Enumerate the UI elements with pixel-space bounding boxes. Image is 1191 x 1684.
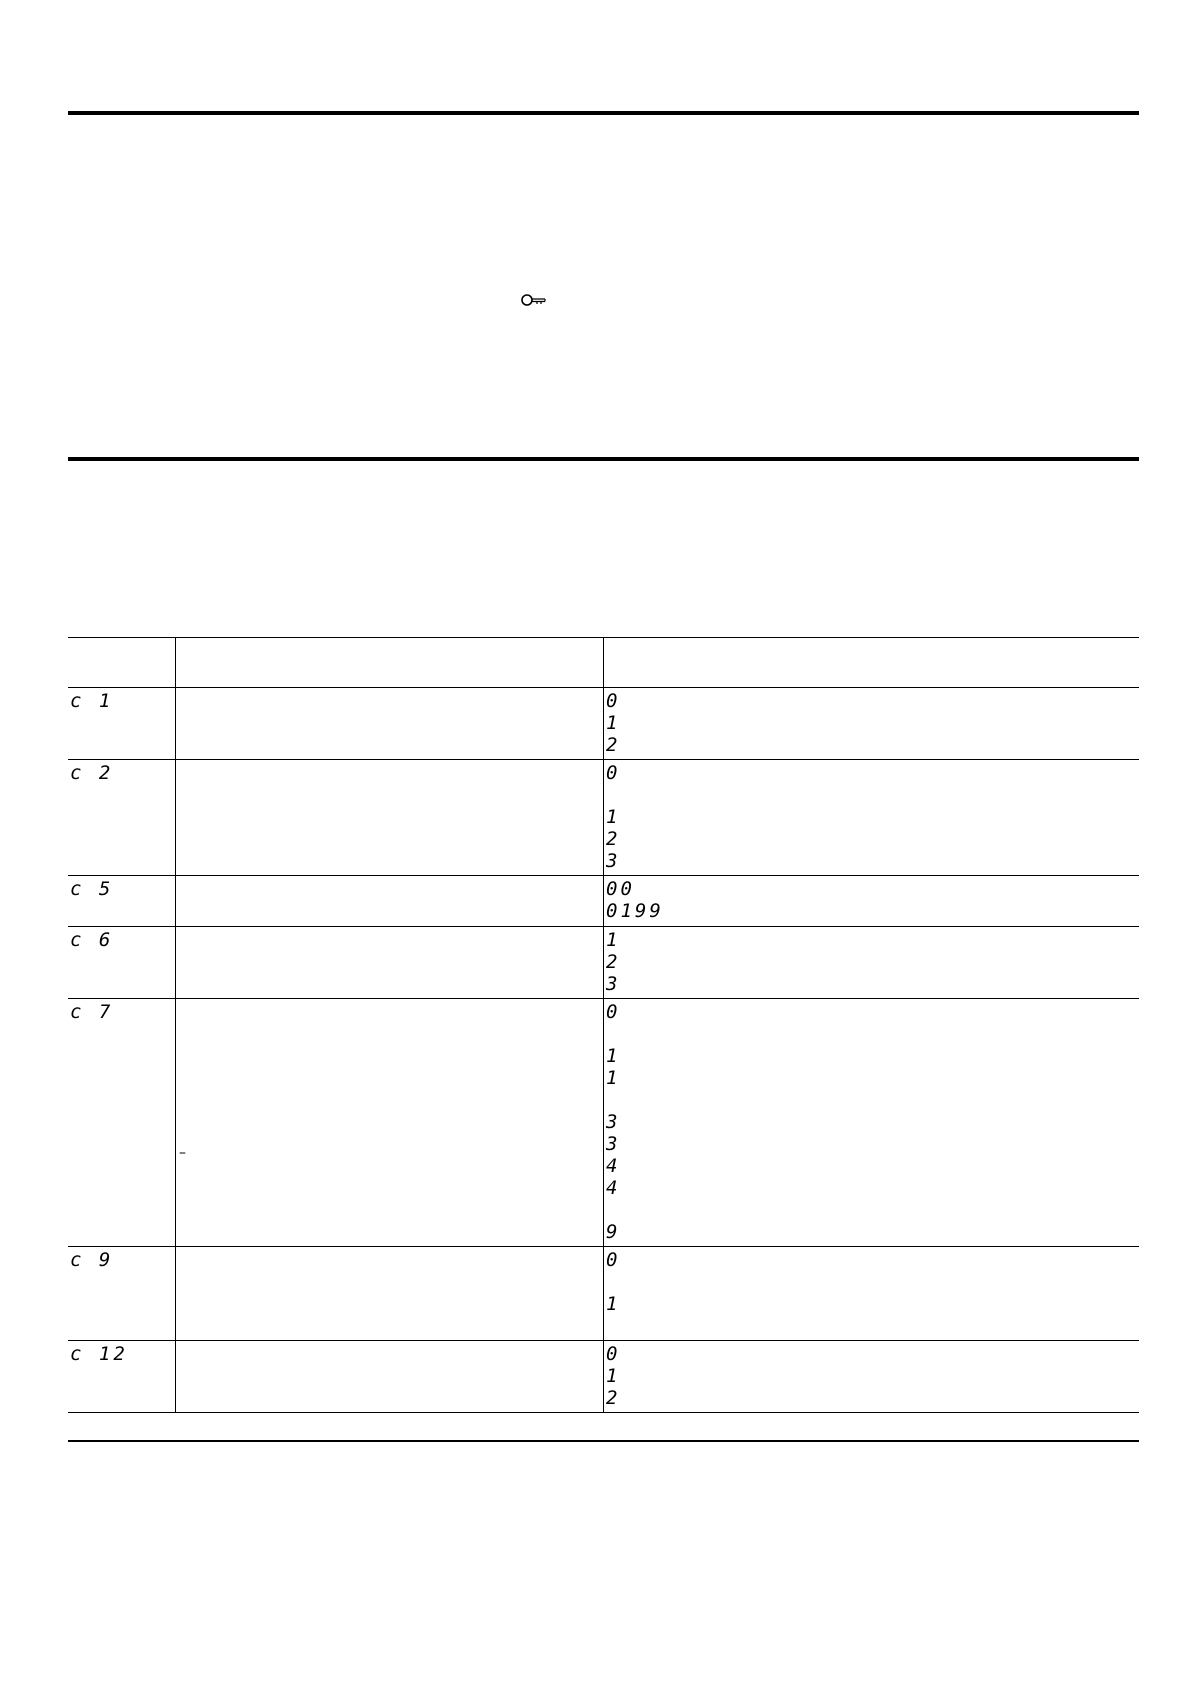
setting-value: 3: [606, 850, 621, 872]
setting-value: 3: [606, 1133, 621, 1155]
setting-value: 1: [606, 929, 621, 951]
setting-value: 0: [606, 1001, 621, 1023]
column-divider: [603, 637, 604, 1412]
setting-value: 2: [606, 1387, 621, 1409]
setting-value: 9: [606, 1221, 621, 1243]
setting-value: 4: [606, 1155, 621, 1177]
setting-value: 0: [606, 762, 621, 784]
setting-value: 1: [606, 1045, 621, 1067]
setting-code: c 7: [70, 1001, 114, 1023]
setting-value: 4: [606, 1177, 621, 1199]
setting-value: 1: [606, 712, 621, 734]
top-rule: [68, 111, 1139, 115]
section-rule: [68, 457, 1139, 461]
setting-value: 2: [606, 734, 621, 756]
setting-value: 1: [606, 1293, 621, 1315]
setting-code: c 5: [70, 878, 114, 900]
setting-value: 3: [606, 973, 621, 995]
setting-value: 3: [606, 1111, 621, 1133]
setting-code: c 2: [70, 762, 114, 784]
setting-value: 1: [606, 1365, 621, 1387]
setting-value: 0199: [606, 900, 664, 922]
setting-value: 0: [606, 1343, 621, 1365]
setting-code: c 6: [70, 929, 114, 951]
setting-value: 2: [606, 951, 621, 973]
setting-code: c 9: [70, 1249, 114, 1271]
setting-value: 2: [606, 828, 621, 850]
column-divider: [175, 637, 176, 1412]
setting-value: 1: [606, 1067, 621, 1089]
key-icon: [521, 293, 547, 307]
setting-value: 0: [606, 1249, 621, 1271]
setting-code: c 12: [70, 1343, 128, 1365]
setting-value: 0: [606, 690, 621, 712]
setting-value: 00: [606, 878, 635, 900]
table-bottom-rule: [68, 1440, 1139, 1442]
setting-value: 1: [606, 806, 621, 828]
dash-mark: –: [179, 1145, 186, 1161]
setting-code: c 1: [70, 690, 114, 712]
row-divider: [68, 1412, 1139, 1413]
